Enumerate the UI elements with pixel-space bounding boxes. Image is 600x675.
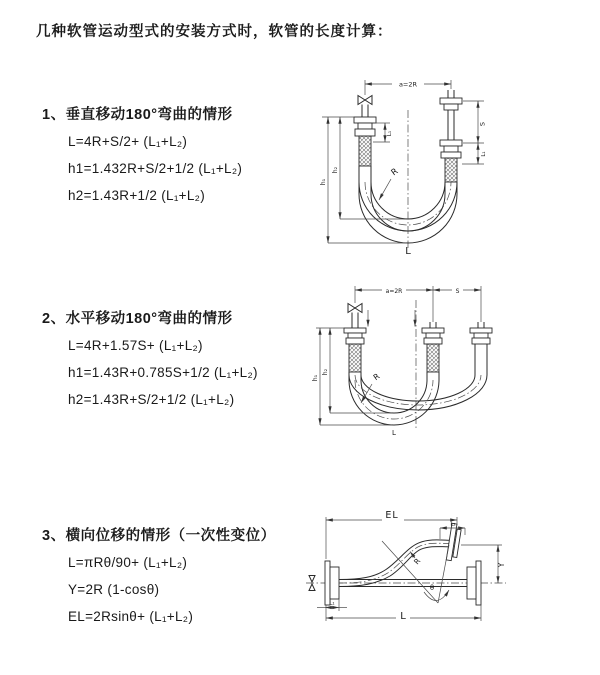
braided-hose (349, 344, 361, 372)
length-label: L (405, 246, 411, 257)
dim-label-l1: L₁ (387, 130, 393, 137)
dim-l (326, 605, 481, 622)
radius-label: R (371, 371, 382, 383)
dim-l1 (317, 599, 347, 611)
section-2-heading: 2、水平移动180°弯曲的情形 (42, 311, 233, 327)
dim-label-h1: h₁ (312, 374, 319, 382)
hose-u-curves (349, 372, 487, 425)
leader-arrows (368, 310, 415, 327)
diagram-horizontal-180-bend (308, 280, 598, 450)
section-3 (42, 524, 314, 635)
section-2 (42, 307, 314, 418)
dim-label-el: EL (385, 510, 399, 521)
radius-callout (379, 167, 400, 200)
left-pipe-flange (354, 105, 376, 167)
formula-line: L=4R+S/2+ (L₁+L₂) (68, 134, 188, 149)
dim-label-span: a=2R (398, 80, 418, 89)
formula-line: Y=2R (1-cosθ) (68, 582, 160, 597)
section-1-heading: 1、垂直移动180°弯曲的情形 (42, 107, 233, 123)
right-pipe-flange (470, 322, 492, 375)
dim-top (355, 285, 481, 322)
formula-line: L=πRθ/90+ (L₁+L₂) (68, 555, 188, 570)
section-1-formulas (42, 133, 314, 205)
dim-label-h1: h₁ (320, 178, 327, 186)
dim-label-h2: h₂ (322, 368, 329, 376)
dim-label-y: Y (497, 562, 506, 568)
theta-label: θ (429, 584, 435, 592)
right-flange (467, 561, 481, 605)
dim-label-stroke: S (478, 121, 487, 127)
length-label: L (400, 611, 406, 622)
dim-label-h2: h₂ (332, 166, 339, 174)
left-pipe-flange (344, 313, 366, 373)
valve-icon (358, 96, 372, 105)
formula-line: h1=1.43R+0.785S+1/2 (L₁+L₂) (68, 365, 258, 380)
dim-label-l1: L₁ (329, 600, 335, 607)
angle-construction (382, 541, 449, 603)
formula-line: EL=2Rsinθ+ (L₁+L₂) (68, 609, 194, 624)
section-1 (42, 103, 314, 214)
section-3-heading: 3、横向位移的情形（一次性变位） (42, 528, 276, 544)
length-label: L (392, 429, 396, 437)
left-flange (325, 561, 339, 605)
radius-label: R (389, 166, 401, 179)
valve-icon (348, 304, 362, 313)
dim-label-stroke: S (455, 288, 460, 295)
right-pipe-flanges (440, 90, 462, 182)
braided-hose (359, 136, 371, 166)
braided-hose (445, 158, 457, 182)
upper-flange (446, 523, 462, 561)
diagram-vertical-180-bend (308, 70, 598, 265)
section-3-formulas (42, 554, 314, 626)
dim-label-l1: L₁ (481, 151, 487, 157)
section-2-formulas (42, 337, 314, 409)
dim-span-a2r (365, 80, 451, 95)
formula-line: L=4R+1.57S+ (L₁+L₂) (68, 338, 203, 353)
diagram-lateral-displacement (298, 503, 600, 658)
radius-label: R (411, 556, 423, 567)
middle-pipe-flange (422, 322, 444, 372)
formula-line: h2=1.43R+S/2+1/2 (L₁+L₂) (68, 392, 235, 407)
radius-callout (410, 552, 422, 567)
dim-left-end (373, 123, 393, 142)
dim-label-span: a=2R (385, 288, 403, 295)
formula-line: h1=1.432R+S/2+1/2 (L₁+L₂) (68, 161, 243, 176)
braided-hose (427, 344, 439, 372)
dim-stroke-s (462, 101, 487, 164)
dim-label-l2: L₂ (450, 521, 456, 528)
formula-line: h2=1.43R+1/2 (L₁+L₂) (68, 188, 206, 203)
page-title: 几种软管运动型式的安装方式时，软管的长度计算： (36, 24, 393, 40)
